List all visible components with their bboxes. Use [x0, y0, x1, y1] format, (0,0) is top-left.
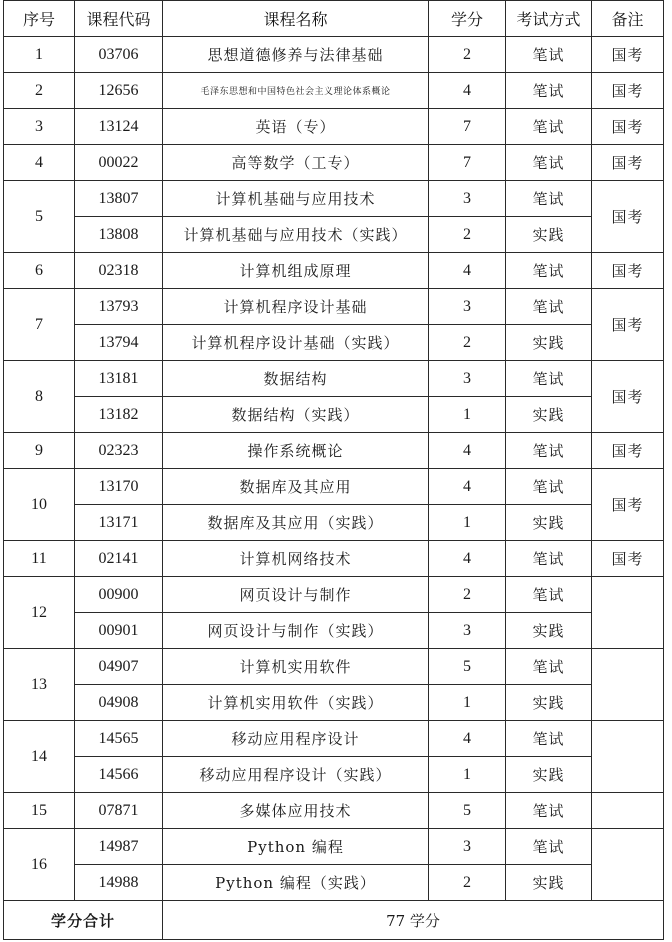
note-cell: 国考: [592, 109, 664, 145]
table-row: [4, 253, 664, 289]
table-row: [4, 649, 664, 685]
seq-cell: 15: [4, 793, 75, 829]
exam-method-cell: 笔试: [506, 541, 592, 577]
seq-cell: 9: [4, 433, 75, 469]
credit-cell: 1: [429, 505, 506, 541]
exam-method-cell: 笔试: [506, 721, 592, 757]
seq-cell: 14: [4, 721, 75, 793]
table-row: [4, 757, 664, 793]
course-code-cell: 04907: [75, 649, 163, 685]
exam-method-cell: 笔试: [506, 37, 592, 73]
credit-cell: 2: [429, 865, 506, 901]
table-row: [4, 361, 664, 397]
course-name-cell: 数据库及其应用: [163, 469, 429, 505]
course-code-cell: 13808: [75, 217, 163, 253]
exam-method-cell: 笔试: [506, 253, 592, 289]
note-cell: 国考: [592, 289, 664, 361]
table-row: [4, 829, 664, 865]
exam-method-cell: 笔试: [506, 649, 592, 685]
note-cell: [592, 577, 664, 649]
table-row: [4, 325, 664, 361]
seq-cell: 4: [4, 145, 75, 181]
seq-cell: 16: [4, 829, 75, 901]
course-name-cell: 操作系统概论: [163, 433, 429, 469]
credit-cell: 1: [429, 397, 506, 433]
note-cell: 国考: [592, 253, 664, 289]
course-name-cell: 计算机实用软件: [163, 649, 429, 685]
table-row: [4, 73, 664, 109]
header-name: 课程名称: [163, 1, 429, 37]
table-row: [4, 685, 664, 721]
exam-method-cell: 笔试: [506, 109, 592, 145]
course-code-cell: 04908: [75, 685, 163, 721]
credit-cell: 4: [429, 253, 506, 289]
seq-cell: 1: [4, 37, 75, 73]
course-code-cell: 14566: [75, 757, 163, 793]
course-code-cell: 12656: [75, 73, 163, 109]
course-name-cell: 数据结构: [163, 361, 429, 397]
seq-cell: 8: [4, 361, 75, 433]
seq-cell: 13: [4, 649, 75, 721]
course-code-cell: 02318: [75, 253, 163, 289]
course-name-cell: 计算机网络技术: [163, 541, 429, 577]
course-name-cell: 思想道德修养与法律基础: [163, 37, 429, 73]
header-code: 课程代码: [75, 1, 163, 37]
seq-cell: 2: [4, 73, 75, 109]
course-name-cell: 计算机基础与应用技术: [163, 181, 429, 217]
credit-cell: 3: [429, 361, 506, 397]
course-name-cell: 高等数学（工专）: [163, 145, 429, 181]
course-name-cell: Python 编程: [163, 829, 429, 865]
course-name-cell: 数据库及其应用（实践）: [163, 505, 429, 541]
note-cell: [592, 721, 664, 793]
credit-cell: 7: [429, 145, 506, 181]
table-row: [4, 469, 664, 505]
credit-cell: 2: [429, 37, 506, 73]
course-table: [3, 0, 664, 940]
seq-cell: 6: [4, 253, 75, 289]
exam-method-cell: 笔试: [506, 433, 592, 469]
table-row: [4, 181, 664, 217]
credit-cell: 2: [429, 577, 506, 613]
credit-cell: 4: [429, 541, 506, 577]
exam-method-cell: 实践: [506, 685, 592, 721]
course-name-cell: 多媒体应用技术: [163, 793, 429, 829]
course-code-cell: 07871: [75, 793, 163, 829]
course-name-cell: Python 编程（实践）: [163, 865, 429, 901]
table-row: [4, 577, 664, 613]
credit-cell: 5: [429, 793, 506, 829]
credit-cell: 3: [429, 289, 506, 325]
exam-method-cell: 实践: [506, 325, 592, 361]
course-name-cell: 移动应用程序设计（实践）: [163, 757, 429, 793]
course-name-cell: 计算机程序设计基础: [163, 289, 429, 325]
course-name-cell: 毛泽东思想和中国特色社会主义理论体系概论: [163, 73, 429, 109]
course-code-cell: 00901: [75, 613, 163, 649]
course-code-cell: 13170: [75, 469, 163, 505]
credit-cell: 2: [429, 325, 506, 361]
table-row: [4, 865, 664, 901]
credit-cell: 2: [429, 217, 506, 253]
course-code-cell: 13124: [75, 109, 163, 145]
note-cell: 国考: [592, 73, 664, 109]
course-code-cell: 13171: [75, 505, 163, 541]
exam-method-cell: 实践: [506, 217, 592, 253]
exam-method-cell: 笔试: [506, 181, 592, 217]
course-body: [4, 37, 664, 901]
course-code-cell: 13793: [75, 289, 163, 325]
note-cell: 国考: [592, 37, 664, 73]
credit-cell: 3: [429, 613, 506, 649]
course-name-cell: 计算机程序设计基础（实践）: [163, 325, 429, 361]
exam-method-cell: 笔试: [506, 829, 592, 865]
credit-cell: 1: [429, 757, 506, 793]
exam-method-cell: 笔试: [506, 469, 592, 505]
header-row: [4, 1, 664, 37]
course-name-cell: 计算机实用软件（实践）: [163, 685, 429, 721]
credit-cell: 4: [429, 433, 506, 469]
credit-cell: 4: [429, 469, 506, 505]
seq-cell: 11: [4, 541, 75, 577]
seq-cell: 3: [4, 109, 75, 145]
course-code-cell: 13182: [75, 397, 163, 433]
course-code-cell: 14988: [75, 865, 163, 901]
table-row: [4, 37, 664, 73]
course-name-cell: 移动应用程序设计: [163, 721, 429, 757]
note-cell: 国考: [592, 541, 664, 577]
course-name-cell: 网页设计与制作（实践）: [163, 613, 429, 649]
exam-method-cell: 笔试: [506, 73, 592, 109]
exam-method-cell: 实践: [506, 613, 592, 649]
credit-cell: 7: [429, 109, 506, 145]
course-code-cell: 13181: [75, 361, 163, 397]
seq-cell: 5: [4, 181, 75, 253]
table-row: [4, 217, 664, 253]
exam-method-cell: 实践: [506, 865, 592, 901]
exam-method-cell: 实践: [506, 397, 592, 433]
note-cell: 国考: [592, 361, 664, 433]
seq-cell: 10: [4, 469, 75, 541]
course-code-cell: 13794: [75, 325, 163, 361]
header-exam: 考试方式: [506, 1, 592, 37]
exam-method-cell: 实践: [506, 505, 592, 541]
course-code-cell: 00022: [75, 145, 163, 181]
course-code-cell: 02323: [75, 433, 163, 469]
table-row: [4, 433, 664, 469]
note-cell: [592, 829, 664, 901]
table-row: [4, 541, 664, 577]
note-cell: 国考: [592, 433, 664, 469]
course-code-cell: 13807: [75, 181, 163, 217]
course-code-cell: 14987: [75, 829, 163, 865]
note-cell: 国考: [592, 469, 664, 541]
credit-cell: 5: [429, 649, 506, 685]
course-name-cell: 数据结构（实践）: [163, 397, 429, 433]
course-code-cell: 14565: [75, 721, 163, 757]
credit-cell: 4: [429, 721, 506, 757]
credit-cell: 4: [429, 73, 506, 109]
note-cell: [592, 649, 664, 721]
header-seq: 序号: [4, 1, 75, 37]
note-cell: [592, 793, 664, 829]
note-cell: 国考: [592, 145, 664, 181]
course-code-cell: 00900: [75, 577, 163, 613]
table-row: [4, 793, 664, 829]
credit-cell: 3: [429, 829, 506, 865]
course-name-cell: 计算机基础与应用技术（实践）: [163, 217, 429, 253]
table-row: [4, 397, 664, 433]
table-row: [4, 289, 664, 325]
table-row: [4, 721, 664, 757]
table-row: [4, 145, 664, 181]
course-code-cell: 03706: [75, 37, 163, 73]
exam-method-cell: 笔试: [506, 361, 592, 397]
total-label: 学分合计: [4, 901, 163, 940]
header-credit: 学分: [429, 1, 506, 37]
total-value: 77 学分: [163, 901, 664, 940]
course-name-cell: 英语（专）: [163, 109, 429, 145]
exam-method-cell: 笔试: [506, 145, 592, 181]
seq-cell: 12: [4, 577, 75, 649]
table-row: [4, 505, 664, 541]
course-table-sheet: [3, 0, 663, 938]
credit-cell: 3: [429, 181, 506, 217]
exam-method-cell: 实践: [506, 757, 592, 793]
course-name-cell: 计算机组成原理: [163, 253, 429, 289]
table-row: [4, 109, 664, 145]
course-name-cell: 网页设计与制作: [163, 577, 429, 613]
course-code-cell: 02141: [75, 541, 163, 577]
credit-cell: 1: [429, 685, 506, 721]
exam-method-cell: 笔试: [506, 289, 592, 325]
note-cell: 国考: [592, 181, 664, 253]
seq-cell: 7: [4, 289, 75, 361]
total-row: [4, 901, 664, 940]
table-row: [4, 613, 664, 649]
exam-method-cell: 笔试: [506, 793, 592, 829]
exam-method-cell: 笔试: [506, 577, 592, 613]
header-note: 备注: [592, 1, 664, 37]
